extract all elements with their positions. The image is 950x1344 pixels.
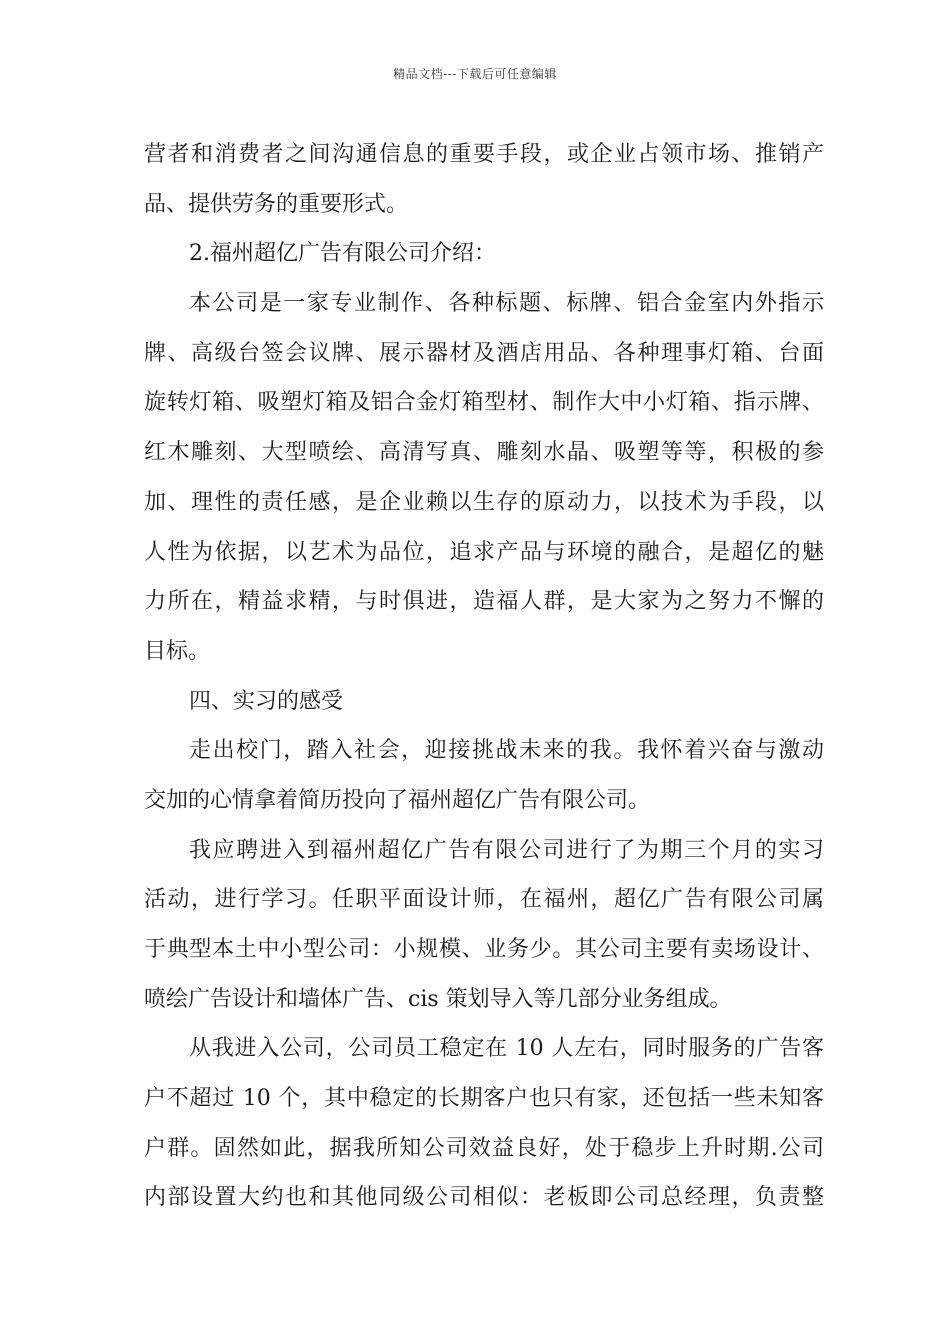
text-line: 我应聘进入到福州超亿广告有限公司进行了为期三个月的实习 [189,837,824,863]
text-line: 旋转灯箱、吸塑灯箱及铝合金灯箱型材、制作大中小灯箱、指示牌、 [144,390,824,416]
text-line: 目标。 [144,638,211,664]
page-header: 精品文档---下载后可任意编辑 [393,67,557,81]
section-heading: 2.福州超亿广告有限公司介绍： [189,241,496,267]
section-heading: 四、实习的感受 [189,688,344,714]
text-line: 牌、高级台签会议牌、展示器材及酒店用品、各种理事灯箱、台面 [144,340,824,366]
text-line: 力所在，精益求精，与时俱进，造福人群，是大家为之努力不懈的 [144,589,824,615]
body-text [144,130,824,1223]
text-line: 内部设置大约也和其他同级公司相似：老板即公司总经理，负责整 [144,1185,824,1211]
text-line: 加、理性的责任感，是企业赖以生存的原动力，以技术为手段，以 [144,489,824,515]
text-line: 人性为依据，以艺术为品位，追求产品与环境的融合，是超亿的魅 [144,539,824,565]
text-line: 走出校门，踏入社会，迎接挑战未来的我。我怀着兴奋与激动 [189,738,824,764]
text-line: 活动，进行学习。任职平面设计师，在福州，超亿广告有限公司属 [144,887,824,913]
text-line: 户群。固然如此，据我所知公司效益良好，处于稳步上升时期.公司 [144,1135,824,1161]
text-line: 营者和消费者之间沟通信息的重要手段，或企业占领市场、推销产 [144,142,824,167]
text-line: 交加的心情拿着简历投向了福州超亿广告有限公司。 [144,787,651,813]
text-line: 本公司是一家专业制作、各种标题、标牌、铝合金室内外指示 [189,291,824,317]
text-line: 品、提供劳务的重要形式。 [144,191,409,217]
text-line: 户不超过 10 个，其中稳定的长期客户也只有家，还包括一些未知客 [144,1086,824,1112]
text-line: 红木雕刻、大型喷绘、高清写真、雕刻水晶、吸塑等等，积极的参 [144,440,824,466]
text-line: 喷绘广告设计和墙体广告、cis 策划导入等几部分业务组成。 [144,986,732,1012]
text-line: 从我进入公司，公司员工稳定在 10 人左右，同时服务的广告客 [189,1036,824,1062]
text-line: 于典型本土中小型公司：小规模、业务少。其公司主要有卖场设计、 [144,937,824,962]
